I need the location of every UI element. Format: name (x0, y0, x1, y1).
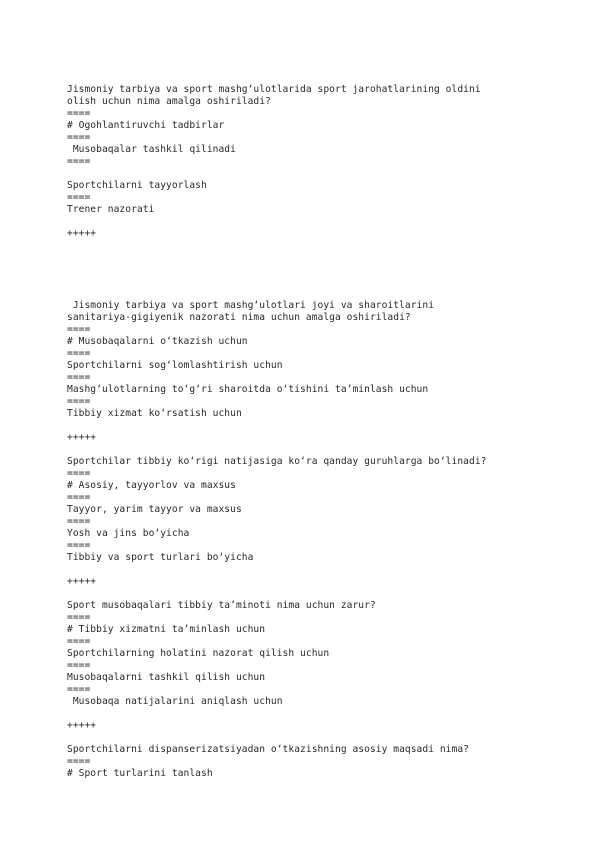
question-line: sanitariya-gigiyenik nazorati nima uchun amalga oshiriladi? (67, 312, 411, 323)
separator-line: ==== (67, 396, 91, 407)
text-line: Trener nazorati (67, 204, 155, 215)
question-line: Sportchilarni dispanserizatsiyadan o‘tkazishning asosiy maqsadi nima? (67, 744, 469, 755)
correct-answer-line: # Sport turlarini tanlash (67, 768, 213, 779)
separator-line: ==== (67, 660, 91, 671)
separator-line: ==== (67, 492, 91, 503)
text-line: Musobaqa natijalarini aniqlash uchun (67, 696, 283, 707)
separator-line: ==== (67, 468, 91, 479)
question-end-marker: +++++ (67, 432, 97, 443)
separator-line: ==== (67, 108, 91, 119)
separator-line: ==== (67, 516, 91, 527)
question-line: Sport musobaqalari tibbiy ta’minoti nima uchun zarur? (67, 600, 376, 611)
question-line: Sportchilar tibbiy ko‘rigi natijasiga ko‘ra qanday guruhlarga bo‘linadi? (67, 456, 487, 467)
text-line: Jismoniy tarbiya va sport mashg‘ulotlari joyi va sharoitlarini (67, 300, 435, 311)
separator-line: ==== (67, 156, 91, 167)
text-line: Jismoniy tarbiya va sport mashg‘ulotlarida sport jarohatlarining oldini (67, 84, 481, 95)
question-end-marker: +++++ (67, 576, 97, 587)
text-line: Yosh va jins bo‘yicha (67, 528, 190, 539)
question-line: olish uchun nima amalga oshiriladi? (67, 96, 271, 107)
text-line: Sportchilarni sog‘lomlashtirish uchun (67, 360, 283, 371)
question-end-marker: +++++ (67, 720, 97, 731)
text-line: Sportchilarni tayyorlash (67, 180, 207, 191)
separator-line: ==== (67, 324, 91, 335)
separator-line: ==== (67, 636, 91, 647)
text-line: Tayyor, yarim tayyor va maxsus (67, 504, 242, 515)
separator-line: ==== (67, 192, 91, 203)
separator-line: ==== (67, 132, 91, 143)
correct-answer-line: # Ogohlantiruvchi tadbirlar (67, 120, 225, 131)
correct-answer-line: # Tibbiy xizmatni ta’minlash uchun (67, 624, 266, 635)
text-line: Tibbiy va sport turlari bo‘yicha (67, 552, 254, 563)
separator-line: ==== (67, 540, 91, 551)
text-line: Musobaqalarni tashkil qilish uchun (67, 672, 266, 683)
separator-line: ==== (67, 612, 91, 623)
separator-line: ==== (67, 684, 91, 695)
text-line: Tibbiy xizmat ko‘rsatish uchun (67, 408, 242, 419)
text-line: Sportchilarning holatini nazorat qilish uchun (67, 648, 330, 659)
text-line: Mashg‘ulotlarning to‘g‘ri sharoitda o‘tishini ta’minlash uchun (67, 384, 429, 395)
text-line: Musobaqalar tashkil qilinadi (67, 144, 236, 155)
question-end-marker: +++++ (67, 228, 97, 239)
separator-line: ==== (67, 372, 91, 383)
correct-answer-line: # Asosiy, tayyorlov va maxsus (67, 480, 236, 491)
separator-line: ==== (67, 348, 91, 359)
correct-answer-line: # Musobaqalarni o‘tkazish uchun (67, 336, 248, 347)
separator-line: ==== (67, 756, 91, 767)
